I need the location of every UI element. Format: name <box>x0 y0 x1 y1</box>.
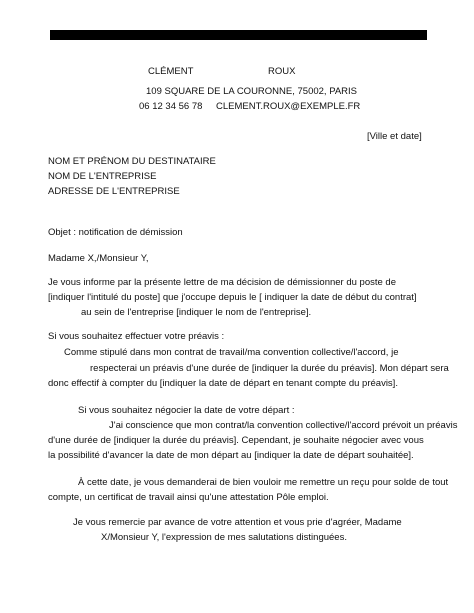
sender-email: CLEMENT.ROUX@EXEMPLE.FR <box>216 101 361 112</box>
recipient-name: NOM ET PRÉNOM DU DESTINATAIRE <box>48 156 216 167</box>
intro-line: [indiquer l'intitulé du poste] que j'occupe depuis le [ indiquer la date de début du contrat] <box>48 292 417 303</box>
sender-last-name: ROUX <box>268 66 296 77</box>
closing-request-line: À cette date, je vous demanderai de bien vouloir me remettre un reçu pour solde de tout <box>78 477 449 488</box>
negotiate-line: la possibilité d'avancer la date de mon départ au [indiquer la date de départ souhaitée]. <box>48 450 414 461</box>
negotiate-heading: Si vous souhaitez négocier la date de votre départ : <box>78 405 295 416</box>
notice-line: respecterai un préavis d'une durée de [indiquer la durée du préavis]. Mon départ sera <box>90 363 449 374</box>
notice-line: donc effectif à compter du [indiquer la date de départ en tenant compte du préavis]. <box>48 378 398 389</box>
place-date: [Ville et date] <box>367 131 422 142</box>
closing-line: Je vous remercie par avance de votre attention et vous prie d'agréer, Madame <box>73 517 402 528</box>
letter-object: Objet : notification de démission <box>48 227 183 238</box>
notice-line: Comme stipulé dans mon contrat de travail/ma convention collective/l'accord, je <box>64 347 399 358</box>
sender-first-name: CLÉMENT <box>148 66 194 77</box>
sender-phone: 06 12 34 56 78 <box>139 101 203 112</box>
closing-line: X/Monsieur Y, l'expression de mes salutations distinguées. <box>101 532 347 543</box>
salutation: Madame X,/Monsieur Y, <box>48 253 149 264</box>
recipient-address: ADRESSE DE L'ENTREPRISE <box>48 186 180 197</box>
sender-address: 109 SQUARE DE LA COURONNE, 75002, PARIS <box>146 86 358 97</box>
negotiate-line: d'une durée de [indiquer la durée du préavis]. Cependant, je souhaite négocier avec vous <box>48 435 424 446</box>
closing-request-line: compte, un certificat de travail ainsi qu'une attestation Pôle emploi. <box>48 492 329 503</box>
intro-line: Je vous informe par la présente lettre de ma décision de démissionner du poste de <box>48 277 397 288</box>
intro-line: au sein de l'entreprise [indiquer le nom de l'entreprise]. <box>81 307 312 318</box>
header-bar <box>50 30 427 40</box>
negotiate-line: J'ai conscience que mon contrat/la convention collective/l'accord prévoit un préavis <box>109 420 458 431</box>
notice-heading: Si vous souhaitez effectuer votre préavis : <box>48 331 225 342</box>
recipient-company: NOM DE L'ENTREPRISE <box>48 171 157 182</box>
